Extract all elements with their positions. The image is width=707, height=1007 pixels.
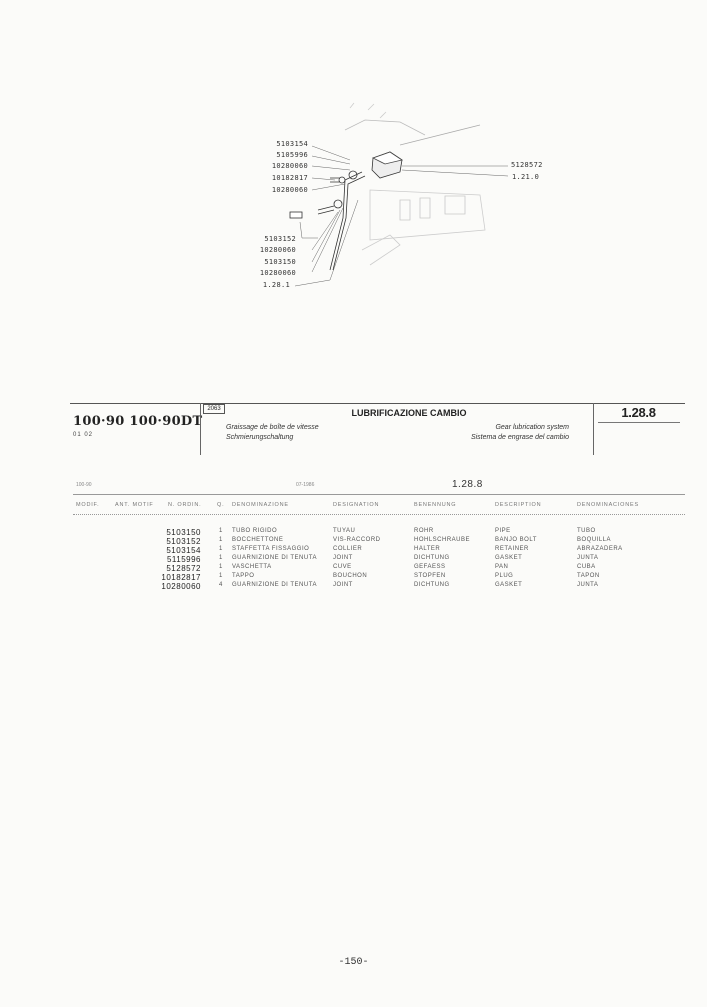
desc-es: TAPON [577,573,600,579]
desc-de: STOPFEN [414,573,446,579]
col-denominazione: DENOMINAZIONE [232,502,289,508]
qty: 1 [219,528,223,534]
table-section-code: 1.28.8 [452,479,483,490]
desc-it: GUARNIZIONE DI TENUTA [232,555,317,561]
desc-es: CUBA [577,564,596,570]
col-ant-motif: ANT. MOTIF [115,502,154,508]
part-number: 5115996 [166,555,201,564]
group-tag: 2063 [203,404,225,414]
callout-10280060-d: 10280060 [259,269,296,277]
meta-date: 07-1986 [296,482,315,488]
desc-fr: CUVE [333,564,352,570]
desc-it: VASCHETTA [232,564,272,570]
qty: 1 [219,555,223,561]
desc-it: TAPPO [232,573,255,579]
desc-fr: COLLIER [333,546,363,552]
section-code: 1.28.8 [621,405,656,420]
callout-5105996: 5105996 [276,151,308,159]
col-description: DESCRIPTION [495,502,542,508]
part-number: 5103154 [166,546,201,555]
desc-es: TUBO [577,528,596,534]
table-rule-top [73,494,685,495]
desc-en: PAN [495,564,509,570]
callout-5103152: 5103152 [264,235,296,243]
title-german: Schmierungschaltung [226,434,294,441]
desc-it: TUBO RIGIDO [232,528,278,534]
callout-5103154: 5103154 [276,140,308,148]
col-benennung: BENENNUNG [414,502,457,508]
desc-de: HOHLSCHRAUBE [414,537,471,543]
desc-es: BOQUILLA [577,537,612,543]
col-designation: DESIGNATION [333,502,380,508]
callout-1-28-1: 1.28.1 [262,281,290,289]
desc-en: GASKET [495,582,523,588]
model-name: 100·90 100·90DT [73,414,203,429]
desc-de: DICHTUNG [414,582,450,588]
model-variants: 01 02 [73,432,94,438]
qty: 1 [219,537,223,543]
desc-en: RETAINER [495,546,529,552]
exploded-diagram [250,100,570,300]
desc-en: BANJO BOLT [495,537,537,543]
callout-10182817: 10182817 [271,174,308,182]
desc-de: HALTER [414,546,441,552]
col-denominaciones: DENOMINACIONES [577,502,639,508]
page-number: -150- [338,957,369,968]
desc-fr: VIS-RACCORD [333,537,381,543]
header-divider-left [200,403,201,455]
desc-it: STAFFETTA FISSAGGIO [232,546,310,552]
title-spanish: Sistema de engrase del cambio [470,434,569,441]
diagram-drawing [250,100,570,300]
qty: 4 [219,582,223,588]
desc-it: GUARNIZIONE DI TENUTA [232,582,317,588]
part-number: 5103152 [166,537,201,546]
desc-en: PIPE [495,528,511,534]
desc-en: GASKET [495,555,523,561]
page-title: LUBRIFICAZIONE CAMBIO [351,408,467,418]
table-rule-header [73,514,685,515]
part-number: 5103150 [166,528,201,537]
desc-fr: BOUCHON [333,573,368,579]
callout-5128572: 5128572 [511,161,543,169]
callout-10280060-a: 10280060 [271,162,308,170]
title-english: Gear lubrication system [495,424,569,431]
col-qty: Q. [217,502,225,508]
desc-fr: JOINT [333,555,353,561]
desc-en: PLUG [495,573,514,579]
qty: 1 [219,573,223,579]
desc-de: GEFAESS [414,564,446,570]
title-french: Graissage de boîte de vitesse [226,424,319,431]
desc-it: BOCCHETTONE [232,537,284,543]
part-number: 5128572 [166,564,201,573]
qty: 1 [219,564,223,570]
part-number: 10182817 [161,573,201,582]
desc-es: JUNTA [577,582,599,588]
callout-5103150: 5103150 [264,258,296,266]
part-number: 10280060 [161,582,201,591]
callout-1-21-0: 1.21.0 [512,173,540,181]
qty: 1 [219,546,223,552]
col-part-number: N. ORDIN. [168,502,202,508]
meta-model: 100-90 [76,482,92,488]
desc-de: DICHTUNG [414,555,450,561]
section-code-rule [598,422,680,423]
desc-fr: JOINT [333,582,353,588]
desc-de: ROHR [414,528,434,534]
callout-10280060-b: 10280060 [271,186,308,194]
callout-10280060-c: 10280060 [259,246,296,254]
desc-es: ABRAZADERA [577,546,623,552]
desc-fr: TUYAU [333,528,356,534]
header-divider-right [593,403,594,455]
col-modif: MODIF. [76,502,100,508]
desc-es: JUNTA [577,555,599,561]
